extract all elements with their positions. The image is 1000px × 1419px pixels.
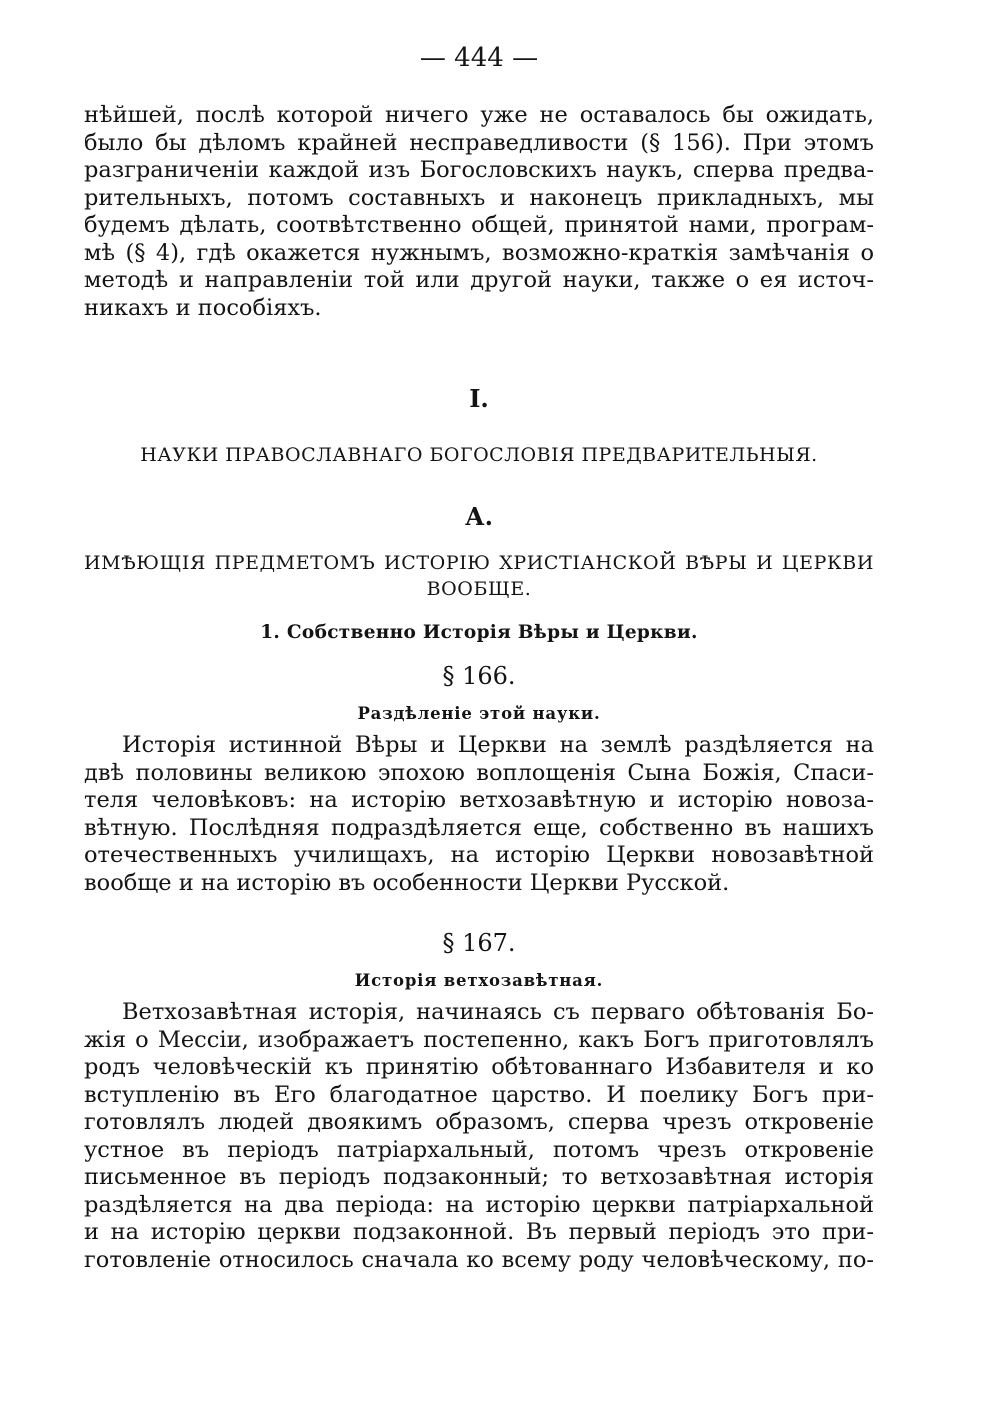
text-line: разграниченiи каждой изъ Богословскихъ наукъ, сперва предва- xyxy=(84,157,874,183)
text-line: методѣ и направленiи той или другой науки, также о ея источ- xyxy=(84,267,874,293)
section-paragraph xyxy=(84,732,874,897)
page-number: — 444 — xyxy=(419,43,539,73)
book-page xyxy=(84,38,874,1274)
intro-paragraph xyxy=(84,102,874,322)
text-line: Ветхозавѣтная исторiя, начинаясь съ перваго обѣтованiя Бо- xyxy=(122,999,874,1025)
text-line: вѣтную. Послѣдняя подраздѣляется еще, собственно въ нашихъ xyxy=(84,814,874,841)
chapter-title: 1. Собственно Исторiя Вѣры и Церкви. xyxy=(260,622,698,643)
text-line: теля человѣковъ: на исторiю ветхозавѣтную и исторiю новоза- xyxy=(84,787,874,813)
text-line: двѣ половины великою эпохою воплощенiя Сына Божiя, Спаси- xyxy=(84,759,874,786)
text-line: никахъ и пособiяхъ. xyxy=(84,294,322,321)
text-line: родъ человѣческiй къ принятiю обѣтованнаго Избавителя и ко xyxy=(84,1054,874,1080)
text-line: мѣ (§ 4), гдѣ окажется нужнымъ, возможно-краткiя замѣчанiя о xyxy=(84,239,874,266)
text-line: готовленiе относилось сначала ко всему роду человѣческому, по- xyxy=(84,1246,874,1273)
text-line: письменное въ перiодъ подзаконный; то ветхозавѣтная исторiя xyxy=(84,1164,874,1190)
part-number: I. xyxy=(469,384,489,413)
part-title: НАУКИ ПРАВОСЛАВНАГО БОГОСЛОВIЯ ПРЕДВАРИТЕЛЬНЫЯ. xyxy=(140,444,818,466)
subpart-title-line: ВООБЩЕ. xyxy=(426,578,532,600)
subpart-title xyxy=(84,550,874,602)
section-heading: Исторiя ветхозавѣтная. xyxy=(354,971,604,990)
text-line: раздѣляется на два перiода: на исторiю церкви патрiархальной xyxy=(84,1191,874,1218)
section-number: § 167. xyxy=(442,929,516,957)
text-line: вообще и на исторiю въ особенности Церкви Русской. xyxy=(84,869,730,896)
text-line: нѣйшей, послѣ которой ничего уже не оставалось бы ожидать, xyxy=(84,102,874,128)
text-line: отечественныхъ училищахъ, на исторiю Церкви новозавѣтной xyxy=(84,842,874,868)
subpart-letter: А. xyxy=(465,502,493,531)
subpart-title-line: ИМѢЮЩIЯ ПРЕДМЕТОМЪ ИСТОРIЮ ХРИСТIАНСКОЙ ВѢРЫ И ЦЕРКВИ xyxy=(84,552,874,574)
section-paragraph xyxy=(84,999,874,1274)
section-heading: Раздѣленiе этой науки. xyxy=(357,704,601,723)
text-line: будемъ дѣлать, соотвѣтственно общей, принятой нами, програм- xyxy=(84,212,874,238)
text-line: было бы дѣломъ крайней несправедливости (§ 156). При этомъ xyxy=(84,129,874,156)
text-line: жiя о Мессiи, изображаетъ постепенно, какъ Богъ приготовлялъ xyxy=(84,1026,874,1053)
text-line: рительныхъ, потомъ составныхъ и наконецъ прикладныхъ, мы xyxy=(84,184,874,211)
section-number: § 166. xyxy=(442,662,516,690)
text-line: вступленiю въ Его благодатное царство. И поелику Богъ при- xyxy=(84,1081,874,1108)
text-line: устное въ перiодъ патрiархальный, потомъ чрезъ откровенiе xyxy=(84,1136,874,1163)
text-line: и на исторiю церкви подзаконной. Въ первый перiодъ это при- xyxy=(84,1219,874,1245)
text-line: Исторiя истинной Вѣры и Церкви на землѣ раздѣляется на xyxy=(122,732,874,758)
text-line: готовлялъ людей двоякимъ образомъ, сперва чрезъ откровенiе xyxy=(84,1109,874,1135)
